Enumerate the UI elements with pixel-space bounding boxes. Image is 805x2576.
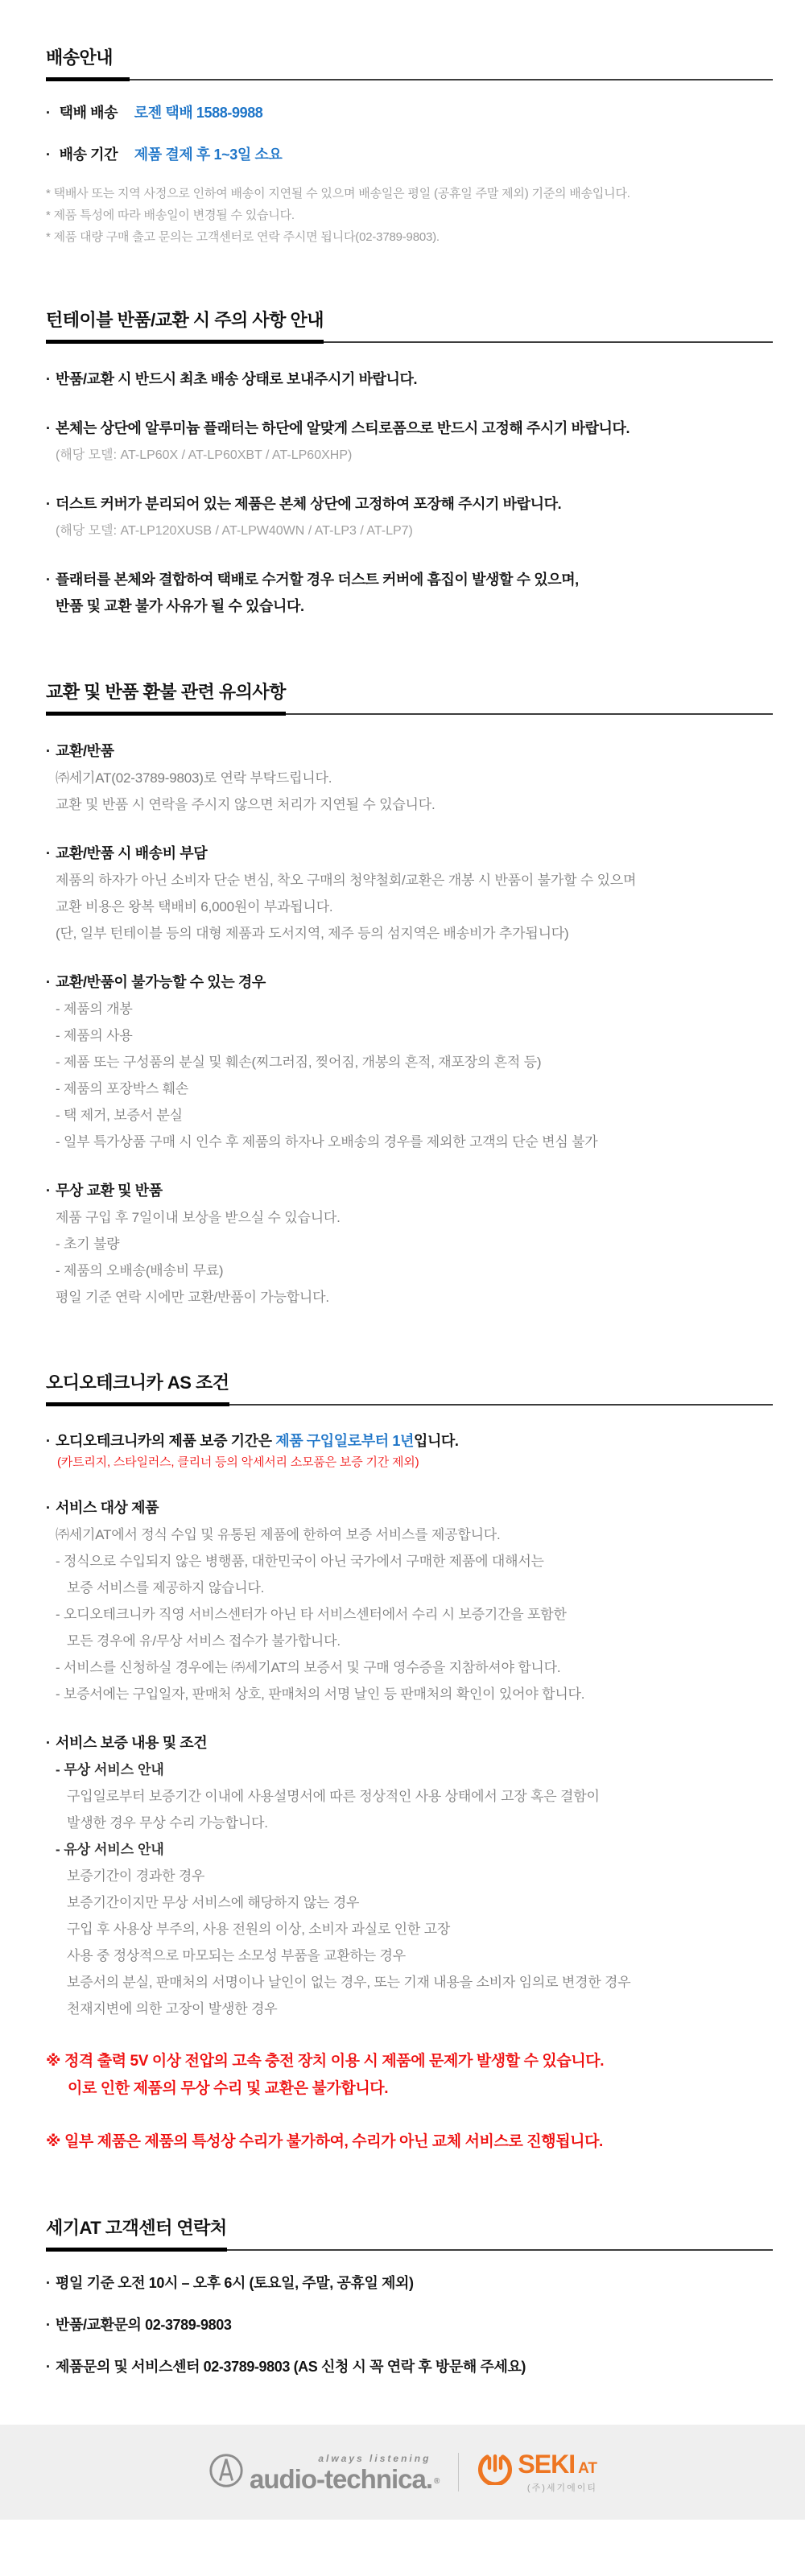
group-heading [46,738,773,765]
section-title: 배송안내 [46,47,114,68]
caution-group [46,567,773,620]
seki-wordmark: SEKI [518,2449,576,2479]
warranty-period-line [46,1430,773,1451]
bullet: · [46,845,51,861]
refund-group-free-exchange [46,1178,773,1311]
bullet: · [46,572,51,588]
contact-return-phone [46,2314,773,2335]
section-refund-notes [46,681,773,1311]
text-line: 구입일로부터 보증기간 이내에 사용설명서에 따른 정상적인 사용 상태에서 고장 혹은 결함이 [67,1789,600,1804]
caution-group [46,366,773,393]
contact-hours [46,2273,773,2293]
bullet: · [46,1183,51,1199]
shipping-method-label: 택배 배송 [59,105,118,121]
note-line: * 택배사 또는 지역 사정으로 인하여 배송이 지연될 수 있으며 배송일은 평일 (공휴일 주말 제외) 기준의 배송입니다. [46,187,630,200]
heading-text: 교환/반품 [56,743,114,759]
warranty-period-highlight: 제품 구입일로부터 1년 [275,1433,414,1449]
bullet: · [46,147,51,163]
shipping-method-row [46,103,773,123]
title-underline-thick [46,1402,229,1406]
shipping-period-row [46,145,773,165]
text-line: 보증기간이 경과한 경우 [67,1868,205,1884]
bullet: · [46,2317,51,2333]
list-item: - 제품 또는 구성품의 분실 및 훼손(찌그러짐, 찢어짐, 개봉의 흔적, 재포장의 흔적 등) [56,1055,542,1070]
contact-text: 반품/교환문의 02-3789-9803 [56,2317,232,2333]
refund-group-exchange [46,738,773,818]
bullet: · [46,2359,51,2375]
heading-text-line2: 반품 및 교환 불가 사유가 될 수 있습니다. [56,598,304,614]
warranty-period-pre: 오디오테크니카의 제품 보증 기간은 [56,1433,276,1449]
text-line: 보증기간이지만 무상 서비스에 해당하지 않는 경우 [67,1895,360,1910]
group-heading [46,1730,773,1757]
section-as-header [46,1372,773,1406]
list-item: - 제품의 사용 [56,1028,133,1043]
heading-text: 서비스 보증 내용 및 조건 [56,1735,208,1751]
heading-text: 반품/교환 시 반드시 최초 배송 상태로 보내주시기 바랍니다. [56,371,418,387]
text-line: ㈜세기AT에서 정식 수입 및 유통된 제품에 한하여 보증 서비스를 제공합니다. [56,1527,501,1542]
list-item: - 서비스를 신청하실 경우에는 ㈜세기AT의 보증서 및 구매 영수증을 지참하셔야 합니다. [56,1660,561,1675]
seki-icon [478,2451,512,2489]
bullet: · [46,105,51,121]
list-item: - 보증서에는 구입일자, 판매처 상호, 판매처의 서명 날인 등 판매처의 확인이 있어야 합니다. [56,1686,585,1702]
refund-group-impossible-cases [46,969,773,1155]
section-title: 오디오테크니카 AS 조건 [46,1373,229,1393]
free-service-subheading: - 무상 서비스 안내 [56,1762,164,1777]
list-item: - 정식으로 수입되지 않은 병행품, 대한민국이 아닌 국가에서 구매한 제품에 대해서는 [56,1554,544,1569]
registered-mark: ® [434,2476,440,2486]
seki-text [518,2451,597,2494]
section-title: 세기AT 고객센터 연락처 [46,2218,227,2238]
warning-fast-charger [46,2048,773,2103]
shipping-period-value: 제품 결제 후 1~3일 소요 [134,147,283,163]
section-turntable-body [46,366,773,620]
model-list: (해당 모델: AT-LP120XUSB / AT-LPW40WN / AT-LP3 / AT-LP7) [56,524,413,538]
section-refund-header [46,681,773,716]
text-line: (단, 일부 턴테이블 등의 대형 제품과 도서지역, 제주 등의 섬지역은 배송비가 추가됩니다) [56,926,569,941]
group-heading [46,415,773,442]
seki-at-logo [478,2451,597,2494]
title-underline-thick [46,2248,227,2252]
shipping-method-value: 로젠 택배 1588-9988 [134,105,263,121]
title-underline-thick [46,712,286,716]
group-heading [46,491,773,518]
refund-group-shipping-fee [46,840,773,947]
model-list: (해당 모델: AT-LP60X / AT-LP60XBT / AT-LP60XHP) [56,448,353,462]
list-item: - 제품의 개봉 [56,1001,133,1017]
text-line: 사용 중 정상적으로 마모되는 소모성 부품을 교환하는 경우 [67,1948,406,1963]
bullet: · [46,496,51,512]
text-line: 천재지변에 의한 고장이 발생한 경우 [67,2001,278,2017]
list-item: - 제품의 오배송(배송비 무료) [56,1263,224,1278]
seki-at-suffix: AT [578,2459,598,2477]
as-group-service-terms [46,1730,773,2022]
list-item: - 오디오테크니카 직영 서비스센터가 아닌 타 서비스센터에서 수리 시 보증기간을 포함한 [56,1607,567,1622]
warning-replacement-service [46,2128,773,2156]
warning-line: 이로 인한 제품의 무상 수리 및 교환은 불가합니다. [68,2080,389,2097]
title-underline-thin [46,79,773,80]
group-heading [46,366,773,393]
heading-text: 교환/반품이 불가능할 수 있는 경우 [56,974,266,990]
warning-line: ※ 일부 제품은 제품의 특성상 수리가 불가하여, 수리가 아닌 교체 서비스로 진행됩니다. [46,2133,603,2150]
section-shipping-header [46,47,773,81]
heading-text: 서비스 대상 제품 [56,1500,159,1516]
contact-text: 제품문의 및 서비스센터 02-3789-9803 (AS 신청 시 꼭 연락 후 방문해 주세요) [56,2359,526,2375]
audio-technica-text [250,2453,439,2492]
group-heading [46,969,773,996]
bullet: · [46,974,51,990]
text-line: 구입 후 사용상 부주의, 사용 전원의 이상, 소비자 과실로 인한 고장 [67,1922,451,1937]
warranty-period-post: 입니다. [413,1433,459,1449]
text-line: ㈜세기AT(02-3789-9803)로 연락 부탁드립니다. [56,770,332,786]
seki-company-name: (주)세기에이티 [526,2483,598,2493]
list-item: - 제품의 포장박스 훼손 [56,1081,189,1096]
bullet: · [46,1500,51,1516]
title-underline-thick [46,77,130,81]
brand-wordmark-text: audio-technica. [249,2463,433,2494]
audio-technica-logo [208,2452,439,2493]
section-turntable-header [46,309,773,344]
brand-wordmark [249,2463,440,2494]
heading-text: 플래터를 본체와 결합하여 택배로 수거할 경우 더스트 커버에 흠집이 발생할 수 있으며, [56,572,579,588]
note-line: * 제품 대량 구매 출고 문의는 고객센터로 연락 주시면 됩니다(02-3789-9803). [46,230,440,244]
section-title: 턴테이블 반품/교환 시 주의 사항 안내 [46,310,324,330]
group-heading [46,1495,773,1521]
group-heading [46,840,773,867]
bullet: · [46,1735,51,1751]
note-line: * 제품 특성에 따라 배송일이 변경될 수 있습니다. [46,208,295,222]
contact-service-phone [46,2356,773,2377]
group-heading [46,1178,773,1204]
contact-text: 평일 기준 오전 10시 – 오후 6시 (토요일, 주말, 공휴일 제외) [56,2275,414,2291]
heading-text: 무상 교환 및 반품 [56,1183,163,1199]
text-line-continued: 모든 경우에 유/무상 서비스 접수가 불가합니다. [67,1633,341,1649]
bullet: · [46,2275,51,2291]
section-contact [46,2217,773,2377]
text-line-continued: 보증 서비스를 제공하지 않습니다. [67,1580,265,1596]
text-line: 제품의 하자가 아닌 소비자 단순 변심, 착오 구매의 청약철회/교환은 개봉 시 반품이 불가할 수 있으며 [56,873,637,888]
caution-group [46,415,773,469]
group-heading [46,567,773,593]
list-item: - 초기 불량 [56,1236,120,1252]
list-item: - 택 제거, 보증서 분실 [56,1108,183,1123]
section-title: 교환 및 반품 환불 관련 유의사항 [46,682,286,702]
text-line: 교환 및 반품 시 연락을 주시지 않으면 처리가 지연될 수 있습니다. [56,797,436,812]
bullet: · [46,1433,51,1449]
as-group-service-target [46,1495,773,1707]
section-as-body [46,1495,773,2156]
footer-brand-band [0,2425,805,2520]
shipping-period-label: 배송 기간 [59,147,118,163]
list-item: - 일부 특가상품 구매 시 인수 후 제품의 하자나 오배송의 경우를 제외한 고객의 단순 변심 불가 [56,1134,598,1150]
text-line: 보증서의 분실, 판매처의 서명이나 날인이 없는 경우, 또는 기재 내용을 소비자 임의로 변경한 경우 [67,1975,631,1990]
paid-service-subheading: - 유상 서비스 안내 [56,1842,164,1857]
heading-text: 교환/반품 시 배송비 부담 [56,845,208,861]
text-line: 평일 기준 연락 시에만 교환/반품이 가능합니다. [56,1290,329,1305]
section-shipping [46,47,773,248]
text-line: 제품 구입 후 7일이내 보상을 받으실 수 있습니다. [56,1210,341,1225]
heading-text: 더스트 커버가 분리되어 있는 제품은 본체 상단에 고정하여 포장해 주시기 바랍니다. [56,496,562,512]
section-refund-body [46,738,773,1311]
caution-group [46,491,773,544]
text-line: 교환 비용은 왕복 택배비 6,000원이 부과됩니다. [56,899,333,914]
brand-tagline: always listening [318,2452,431,2464]
warranty-exclusion-note: (카트리지, 스타일러스, 클리너 등의 악세서리 소모품은 보증 기간 제외) [57,1455,419,1469]
section-as-terms [46,1372,773,2156]
text-line: 발생한 경우 무상 수리 가능합니다. [67,1815,268,1831]
audio-technica-icon [208,2452,245,2493]
heading-text: 본체는 상단에 알루미늄 플래터는 하단에 알맞게 스티로폼으로 반드시 고정해 주시기 바랍니다. [56,420,630,436]
section-turntable-caution [46,309,773,620]
warning-line: ※ 정격 출력 5V 이상 전압의 고속 충전 장치 이용 시 제품에 문제가 발생할 수 있습니다. [46,2053,605,2070]
shipping-notes [46,183,773,248]
bullet: · [46,743,51,759]
title-underline-thick [46,340,324,344]
footer-divider [458,2453,459,2491]
bullet: · [46,420,51,436]
section-contact-header [46,2217,773,2252]
bullet: · [46,371,51,387]
